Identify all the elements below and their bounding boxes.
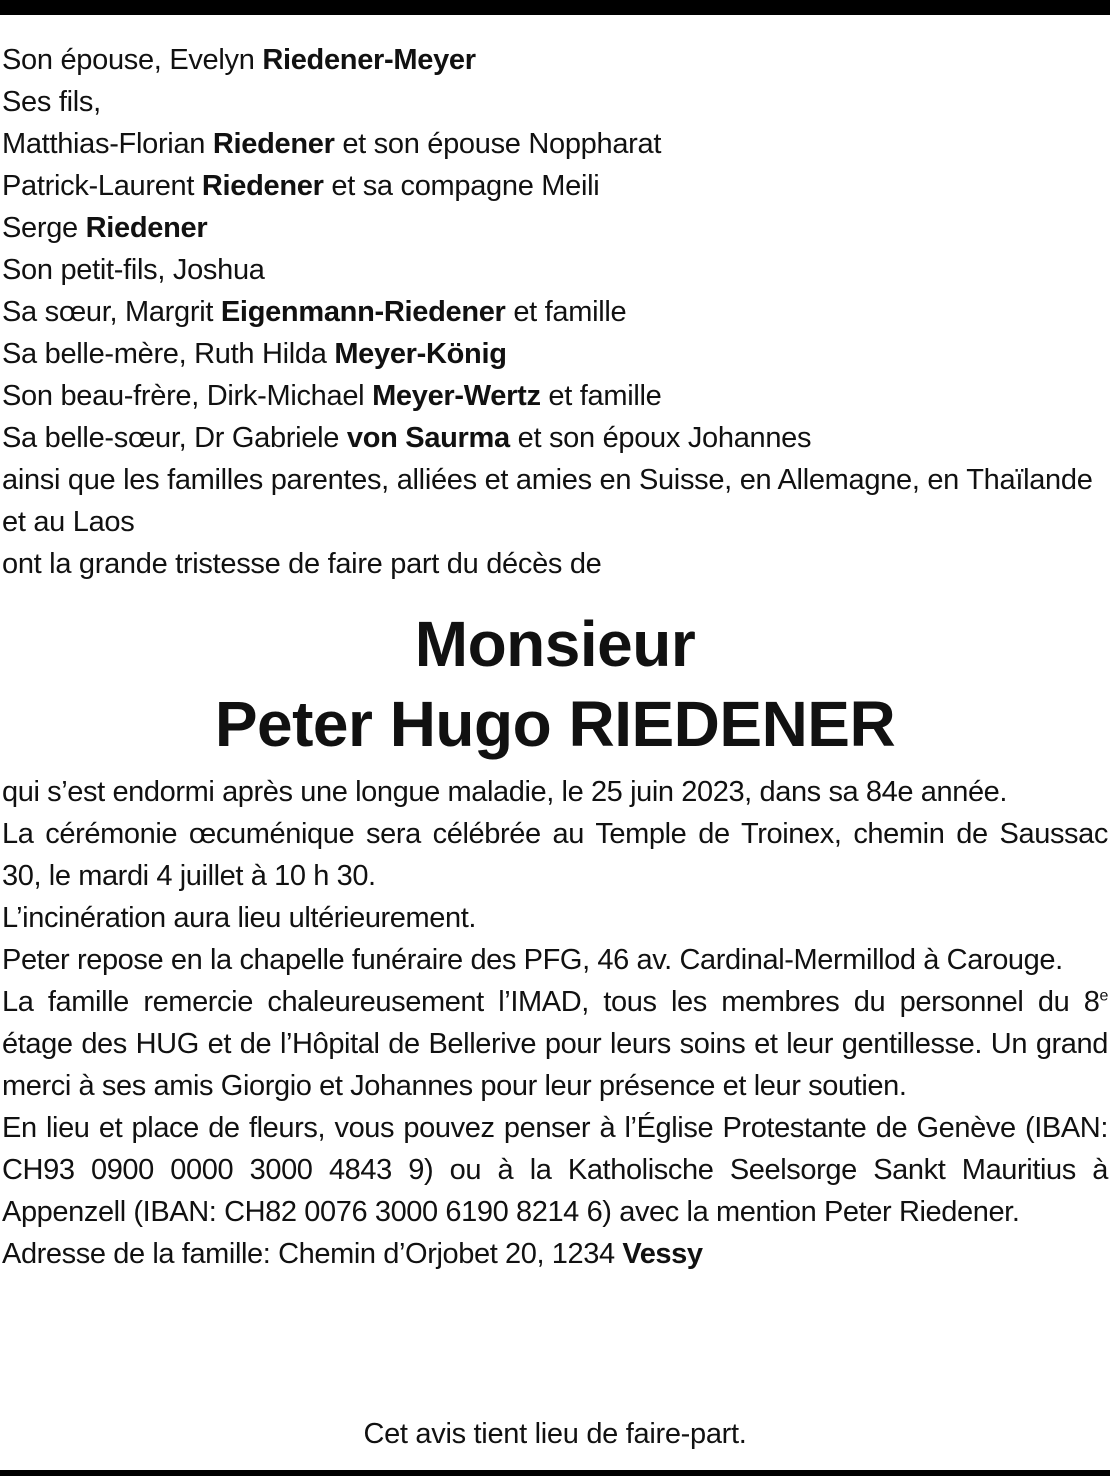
son1-given: Matthias-Florian [2,128,213,160]
bottom-border-rule [0,1470,1110,1476]
sister-in-law-prefix: Sa belle-sœur, Dr Gabriele [2,422,347,454]
family-line-son2 [2,165,1108,207]
brother-in-law-prefix: Son beau-frère, Dirk-Michael [2,380,373,412]
family-line-sister-in-law [2,417,1108,459]
thanks-paragraph [2,981,1108,1107]
announcement-line: ont la grande tristesse de faire part du décès de [2,548,602,580]
family-line-brother-in-law [2,375,1108,417]
death-notice-paragraph: qui s’est endormi après une longue maladie, le 25 juin 2023, dans sa 84e année. [2,776,1008,808]
family-line-sister [2,291,1108,333]
sister-in-law-surname: von Saurma [346,422,510,454]
sister-prefix: Sa sœur, Margrit [2,296,221,328]
donations-paragraph: En lieu et place de fleurs, vous pouvez penser à l’Église Protestante de Genève (IBAN: CH93 0900 0000 3000 4843 9) ou à la Katholische Seelsorge Sankt Mauritius à Appenzell (IBAN: CH82 0076 3000 6190 8214 6) avec la mention Peter Riedener. [2,1112,1108,1228]
mother-in-law-surname: Meyer-König [334,338,507,370]
address-text: Adresse de la famille: Chemin d’Orjobet 20, 1234 [2,1238,623,1270]
family-line-relatives: ainsi que les familles parentes, alliées et amies en Suisse, en Allemagne, en Thaïlande et au Laos [2,464,1093,538]
family-line-sons-heading: Ses fils, [2,86,101,118]
spouse-surname: Riedener-Meyer [262,44,476,76]
obituary-body [2,771,1108,1275]
son2-surname: Riedener [201,170,324,202]
family-address-paragraph [2,1233,1108,1275]
family-line-son1 [2,123,1108,165]
family-line-mother-in-law [2,333,1108,375]
brother-in-law-suffix: et famille [540,380,662,412]
family-line-son3 [2,207,1108,249]
mother-in-law-prefix: Sa belle-mère, Ruth Hilda [2,338,335,370]
family-line-grandson: Son petit-fils, Joshua [2,254,265,286]
ceremony-paragraph: La cérémonie œcuménique sera célébrée au Temple de Troinex, chemin de Saussac 30, le mardi 4 juillet à 10 h 30. [2,818,1108,892]
sister-surname: Eigenmann-Riedener [220,296,506,328]
thanks-text-start: La famille remercie chaleureusement l’IMAD, tous les membres du personnel du 8 [2,986,1100,1018]
family-list [2,39,1108,585]
deceased-name-block [0,604,1110,764]
address-town: Vessy [622,1238,703,1270]
son3-given: Serge [2,212,86,244]
deceased-full-name: Peter Hugo RIEDENER [214,688,896,760]
closing-note: Cet avis tient lieu de faire-part. [363,1418,747,1450]
cremation-paragraph: L’incinération aura lieu ultérieurement. [2,902,477,934]
brother-in-law-surname: Meyer-Wertz [372,380,541,412]
deceased-honorific: Monsieur [414,608,696,680]
ordinal-superscript: e [1099,987,1108,1005]
sister-in-law-suffix: et son époux Johannes [509,422,812,454]
son1-suffix: et son épouse Noppharat [334,128,662,160]
top-border-rule [0,0,1110,15]
chapel-paragraph: Peter repose en la chapelle funéraire des PFG, 46 av. Cardinal-Mermillod à Carouge. [2,944,1063,976]
family-line-spouse [2,39,1108,81]
son1-surname: Riedener [212,128,335,160]
son3-surname: Riedener [85,212,208,244]
son2-given: Patrick-Laurent [2,170,202,202]
spouse-text: Son épouse, Evelyn [2,44,263,76]
son2-suffix: et sa compagne Meili [323,170,600,202]
thanks-text-end: étage des HUG et de l’Hôpital de Bellerive pour leurs soins et leur gentillesse. Un grand merci à ses amis Giorgio et Johannes pour leur présence et leur soutien. [2,1028,1108,1102]
sister-suffix: et famille [505,296,627,328]
